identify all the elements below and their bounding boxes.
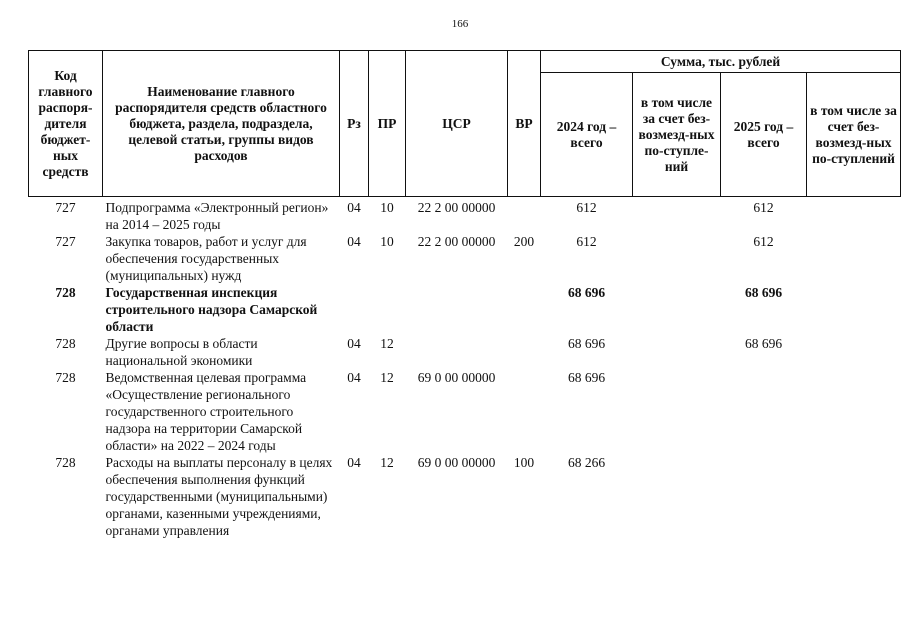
cell-csr (406, 335, 508, 369)
cell-grants-2025 (807, 284, 901, 335)
cell-rz: 04 (347, 455, 361, 470)
cell-sum-2024: 612 (576, 234, 597, 249)
budget-table (28, 50, 901, 539)
cell-rz: 04 (347, 200, 361, 215)
cell-name: Государственная инспекция строительного надзора Самарской области (105, 285, 318, 334)
cell-grants-2025 (807, 335, 901, 369)
cell-rz: 04 (347, 234, 361, 249)
cell-sum-2024: 612 (576, 200, 597, 215)
cell-pr: 10 (380, 200, 394, 215)
cell-pr: 12 (380, 455, 394, 470)
table-row (29, 369, 901, 454)
cell-name: Расходы на выплаты персоналу в целях обеспечения выполнения функций государственными (муниципальными) органами, казенными учреждениями, органами управления (105, 455, 333, 538)
cell-sum-2025: 612 (753, 234, 774, 249)
cell-name: Закупка товаров, работ и услуг для обеспечения государственных (муниципальных) нужд (105, 234, 307, 283)
cell-sum-2025 (721, 454, 807, 539)
cell-grants-2025 (807, 454, 901, 539)
table-body (29, 197, 901, 540)
cell-csr: 22 2 00 00000 (417, 234, 496, 249)
cell-csr: 22 2 00 00000 (417, 200, 496, 215)
cell-vr: 100 (513, 455, 535, 470)
cell-sum-2024: 68 266 (567, 455, 606, 470)
cell-pr (369, 284, 406, 335)
cell-grants-2025 (807, 233, 901, 284)
cell-code: 728 (55, 455, 76, 470)
cell-grants-2024 (633, 197, 721, 234)
cell-csr (406, 284, 508, 335)
cell-grants-2024 (633, 233, 721, 284)
cell-grants-2024 (633, 454, 721, 539)
cell-sum-2025 (721, 369, 807, 454)
cell-grants-2025 (807, 369, 901, 454)
table-row (29, 233, 901, 284)
header-sum: Сумма, тыс. рублей (541, 51, 901, 73)
cell-grants-2024 (633, 284, 721, 335)
cell-csr: 69 0 00 00000 (417, 455, 496, 470)
cell-sum-2025: 68 696 (744, 285, 783, 300)
cell-vr (508, 197, 541, 234)
cell-name: Другие вопросы в области национальной экономики (105, 336, 258, 368)
header-name: Наименование главного распорядителя средств областного бюджета, раздела, подраздела, целевой статьи, группы видов расходов (103, 51, 340, 197)
cell-pr: 12 (380, 336, 394, 351)
cell-rz (340, 284, 369, 335)
table-row (29, 335, 901, 369)
cell-rz: 04 (347, 336, 361, 351)
table-row (29, 454, 901, 539)
cell-code: 727 (55, 234, 76, 249)
cell-sum-2025: 612 (753, 200, 774, 215)
cell-name: Ведомственная целевая программа «Осуществление регионального государственного строительного надзора на территории Самарской области» на 2022 – 2024 годы (105, 370, 307, 453)
page-number: 166 (451, 18, 469, 30)
cell-vr (508, 369, 541, 454)
cell-sum-2024: 68 696 (567, 370, 606, 385)
cell-csr: 69 0 00 00000 (417, 370, 496, 385)
cell-code: 728 (55, 336, 76, 351)
cell-code: 728 (55, 285, 76, 300)
cell-sum-2024: 68 696 (567, 336, 606, 351)
cell-vr: 200 (513, 234, 535, 249)
cell-grants-2025 (807, 197, 901, 234)
header-code: Код главного распоря-дителя бюджет-ных средств (29, 51, 103, 197)
cell-rz: 04 (347, 370, 361, 385)
cell-pr: 12 (380, 370, 394, 385)
cell-code: 727 (55, 200, 76, 215)
table-row (29, 284, 901, 335)
header-2024-total: 2024 год – всего (541, 73, 633, 197)
cell-pr: 10 (380, 234, 394, 249)
header-2025-total: 2025 год – всего (721, 73, 807, 197)
cell-vr (508, 284, 541, 335)
cell-sum-2024: 68 696 (567, 285, 606, 300)
cell-grants-2024 (633, 369, 721, 454)
header-rz: Рз (340, 51, 369, 197)
header-2025-grants: в том числе за счет без-возмезд-ных по-ступлений (807, 73, 901, 197)
header-pr: ПР (369, 51, 406, 197)
cell-vr (508, 335, 541, 369)
cell-code: 728 (55, 370, 76, 385)
cell-grants-2024 (633, 335, 721, 369)
cell-sum-2025: 68 696 (744, 336, 783, 351)
header-2024-grants: в том числе за счет без-возмезд-ных по-ступле-ний (633, 73, 721, 197)
table-row (29, 197, 901, 234)
table-header (29, 51, 901, 197)
header-csr: ЦСР (406, 51, 508, 197)
cell-name: Подпрограмма «Электронный регион» на 2014 – 2025 годы (105, 200, 329, 232)
header-vr: ВР (508, 51, 541, 197)
